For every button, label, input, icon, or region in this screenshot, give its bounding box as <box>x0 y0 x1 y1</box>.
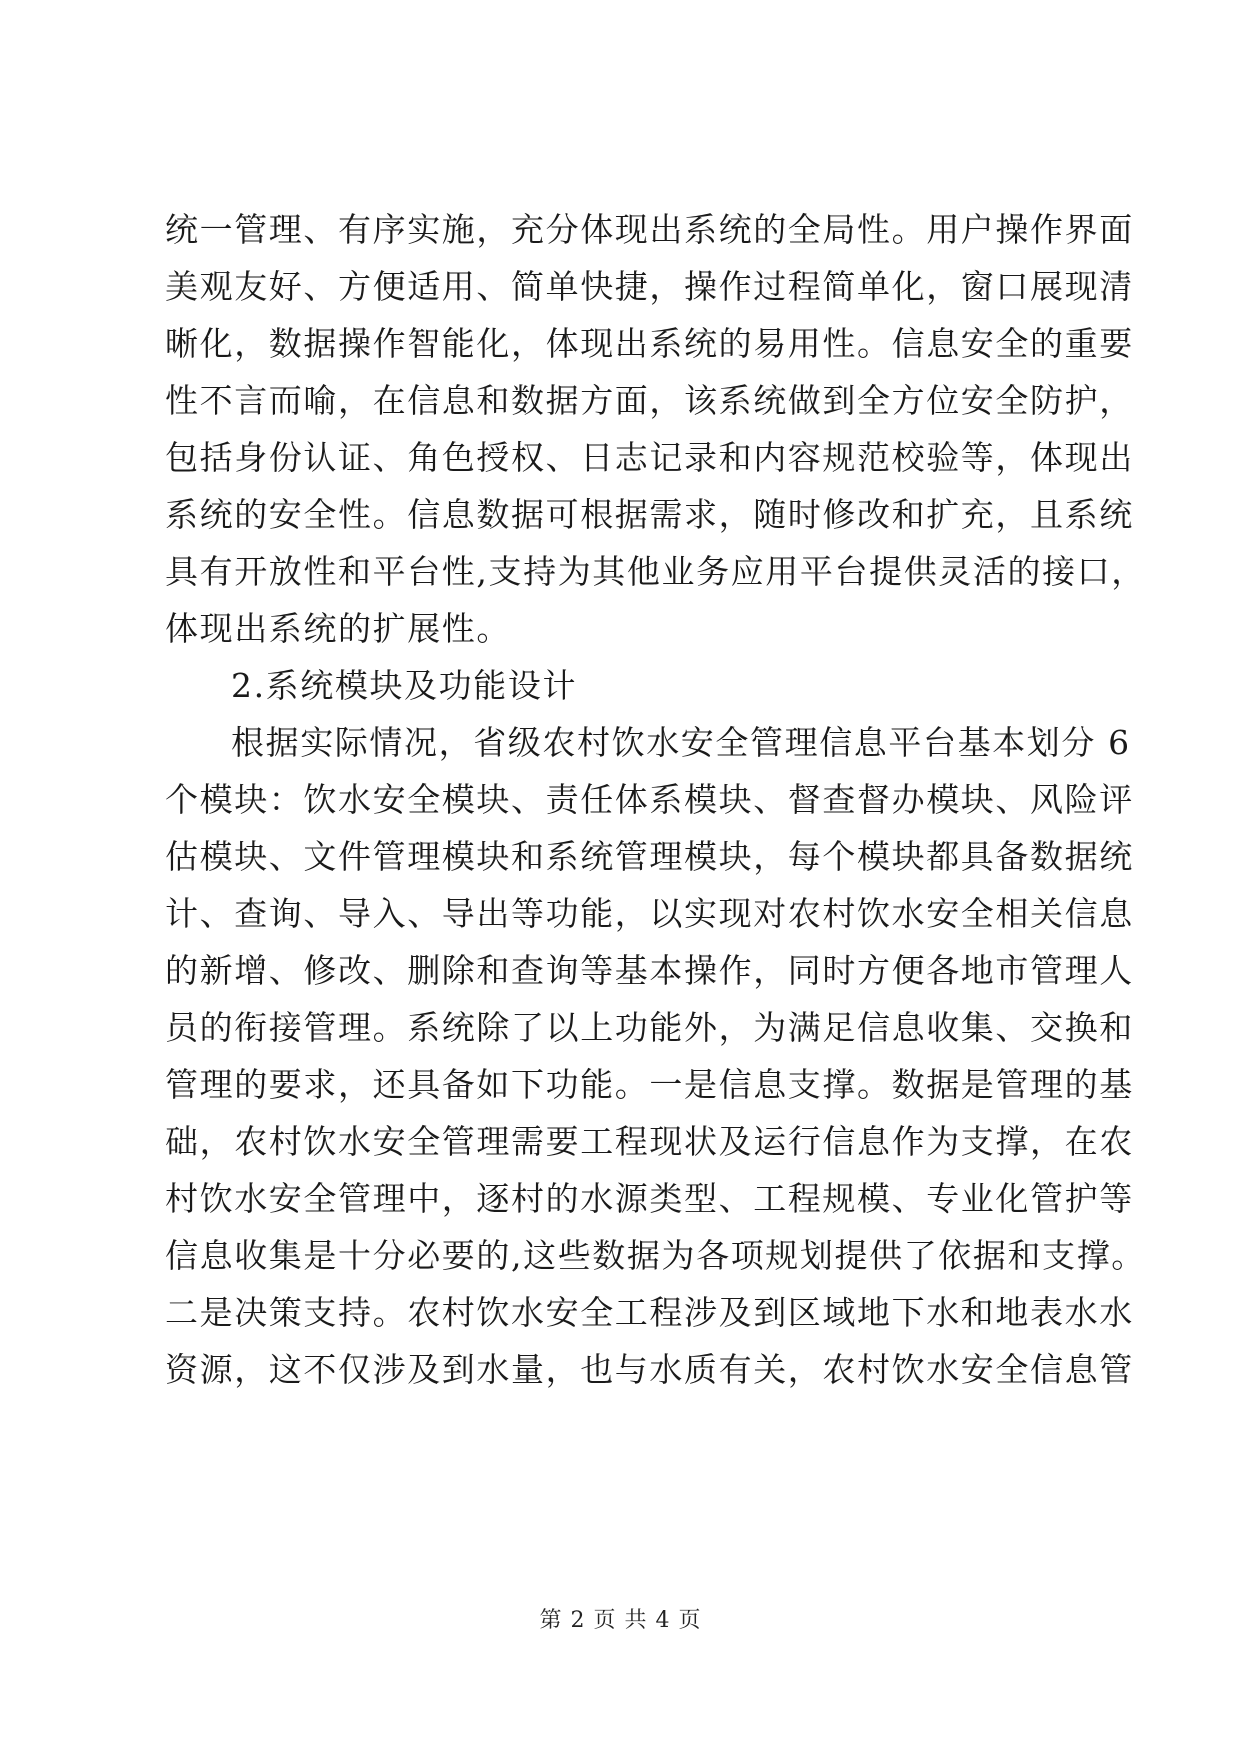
body-text-line: 计、查询、导入、导出等功能，以实现对农村饮水安全相关信息 <box>165 894 1134 933</box>
body-text-line: 晰化，数据操作智能化，体现出系统的易用性。信息安全的重要 <box>165 324 1134 363</box>
section-heading: 2.系统模块及功能设计 <box>231 666 578 705</box>
page-footer: 第 2 页 共 4 页 <box>539 1608 702 1633</box>
body-text-line: 性不言而喻，在信息和数据方面，该系统做到全方位安全防护， <box>165 381 1134 420</box>
body-text-line: 础，农村饮水安全管理需要工程现状及运行信息作为支撑，在农 <box>165 1122 1134 1161</box>
body-text-line: 估模块、文件管理模块和系统管理模块，每个模块都具备数据统 <box>165 837 1134 876</box>
body-text-line: 个模块：饮水安全模块、责任体系模块、督查督办模块、风险评 <box>165 780 1134 819</box>
body-text-line: 员的衔接管理。系统除了以上功能外，为满足信息收集、交换和 <box>165 1008 1134 1047</box>
body-text-line: 信息收集是十分必要的,这些数据为各项规划提供了依据和支撑。 <box>165 1236 1146 1275</box>
body-text-line: 统一管理、有序实施，充分体现出系统的全局性。用户操作界面 <box>165 210 1134 249</box>
body-text-line: 具有开放性和平台性,支持为其他业务应用平台提供灵活的接口， <box>165 552 1146 591</box>
body-text-line: 管理的要求，还具备如下功能。一是信息支撑。数据是管理的基 <box>165 1065 1134 1104</box>
body-text-line: 资源，这不仅涉及到水量，也与水质有关，农村饮水安全信息管 <box>165 1350 1134 1389</box>
body-text-line: 美观友好、方便适用、简单快捷，操作过程简单化，窗口展现清 <box>165 267 1134 306</box>
body-text-line: 体现出系统的扩展性。 <box>165 609 511 648</box>
body-text-line: 村饮水安全管理中，逐村的水源类型、工程规模、专业化管护等 <box>165 1179 1134 1218</box>
body-text-line: 的新增、修改、删除和查询等基本操作，同时方便各地市管理人 <box>165 951 1134 990</box>
body-text-line: 二是决策支持。农村饮水安全工程涉及到区域地下水和地表水水 <box>165 1293 1134 1332</box>
body-text-line: 包括身份认证、角色授权、日志记录和内容规范校验等，体现出 <box>165 438 1134 477</box>
body-text-line: 系统的安全性。信息数据可根据需求，随时修改和扩充，且系统 <box>165 495 1134 534</box>
body-text-line: 根据实际情况，省级农村饮水安全管理信息平台基本划分 6 <box>231 723 1131 762</box>
